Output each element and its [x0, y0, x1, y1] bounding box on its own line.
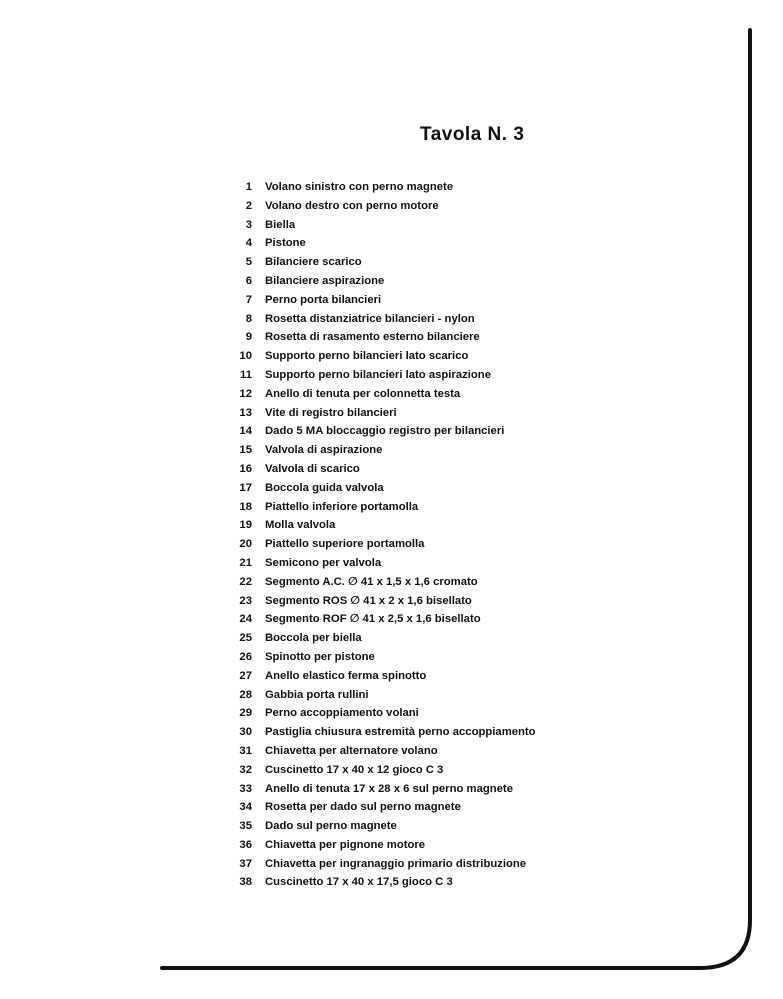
part-number: 31	[239, 744, 252, 757]
list-item	[226, 197, 536, 216]
part-description: Rosetta per dado sul perno magnete	[265, 801, 461, 814]
part-description: Boccola per biella	[265, 632, 362, 645]
part-number: 30	[239, 726, 252, 739]
part-description: Biella	[265, 218, 296, 231]
part-description: Piattello inferiore portamolla	[265, 500, 419, 513]
part-number: 27	[239, 669, 252, 682]
part-description: Rosetta di rasamento esterno bilanciere	[265, 331, 480, 344]
part-number: 29	[239, 707, 252, 720]
part-number: 19	[239, 519, 252, 532]
part-number: 32	[239, 763, 252, 776]
part-description: Rosetta distanziatrice bilancieri - nylon	[265, 312, 475, 325]
list-item	[226, 347, 536, 366]
part-number: 9	[245, 331, 252, 344]
part-number: 11	[240, 368, 252, 381]
part-number: 38	[239, 876, 252, 889]
list-item	[226, 366, 536, 385]
part-number: 13	[239, 406, 252, 419]
part-description: Bilanciere scarico	[265, 256, 362, 269]
list-item	[226, 291, 536, 310]
list-item	[226, 516, 536, 535]
part-number: 28	[239, 688, 252, 701]
part-number: 8	[245, 312, 252, 325]
part-description: Pastiglia chiusura estremità perno accoppiamento	[265, 726, 536, 739]
part-number: 26	[239, 650, 252, 663]
list-item	[226, 554, 536, 573]
part-number: 24	[239, 613, 252, 626]
part-number: 7	[245, 293, 252, 306]
list-item	[226, 535, 536, 554]
list-item	[226, 272, 536, 291]
part-number: 2	[245, 199, 252, 212]
part-number: 12	[239, 387, 252, 400]
list-item	[226, 817, 536, 836]
part-description: Vite di registro bilancieri	[265, 406, 397, 419]
list-item	[226, 648, 536, 667]
part-number: 36	[239, 838, 252, 851]
part-number: 10	[239, 350, 252, 363]
part-number: 35	[239, 820, 252, 833]
page-title: Tavola N. 3	[420, 124, 525, 145]
part-description: Pistone	[265, 237, 306, 250]
part-number: 33	[239, 782, 252, 795]
part-number: 4	[245, 237, 252, 250]
part-description: Perno accoppiamento volani	[265, 707, 419, 720]
part-description: Anello di tenuta 17 x 28 x 6 sul perno magnete	[265, 782, 513, 795]
list-item	[226, 460, 536, 479]
list-item	[226, 234, 536, 253]
list-item	[226, 573, 536, 592]
part-description: Perno porta bilancieri	[265, 293, 382, 306]
part-description: Anello elastico ferma spinotto	[265, 669, 427, 682]
parts-list	[226, 178, 536, 892]
part-description: Chiavetta per pignone motore	[265, 838, 426, 851]
list-item	[226, 686, 536, 705]
list-item	[226, 498, 536, 517]
list-item	[226, 742, 536, 761]
part-description: Piattello superiore portamolla	[265, 538, 425, 551]
part-description: Valvola di scarico	[265, 462, 360, 475]
part-number: 15	[239, 444, 252, 457]
list-item	[226, 310, 536, 329]
list-item	[226, 216, 536, 235]
list-item	[226, 404, 536, 423]
part-number: 34	[239, 801, 252, 814]
part-description: Segmento A.C. ∅ 41 x 1,5 x 1,6 cromato	[265, 575, 478, 588]
part-description: Segmento ROF ∅ 41 x 2,5 x 1,6 bisellato	[265, 613, 481, 626]
list-item	[226, 780, 536, 799]
part-description: Bilanciere aspirazione	[265, 274, 385, 287]
part-description: Semicono per valvola	[265, 556, 382, 569]
list-item	[226, 798, 536, 817]
part-number: 5	[245, 256, 252, 269]
list-item	[226, 479, 536, 498]
part-description: Cuscinetto 17 x 40 x 12 gioco C 3	[265, 763, 444, 776]
list-item	[226, 328, 536, 347]
part-description: Volano destro con perno motore	[265, 199, 439, 212]
part-description: Supporto perno bilancieri lato aspirazione	[265, 368, 491, 381]
list-item	[226, 610, 536, 629]
list-item	[226, 836, 536, 855]
list-item	[226, 178, 536, 197]
part-description: Chiavetta per alternatore volano	[265, 744, 438, 757]
part-description: Segmento ROS ∅ 41 x 2 x 1,6 bisellato	[265, 594, 472, 607]
part-number: 6	[245, 274, 252, 287]
part-description: Spinotto per pistone	[265, 650, 375, 663]
part-description: Molla valvola	[265, 519, 336, 532]
part-number: 23	[239, 594, 252, 607]
part-number: 20	[239, 538, 252, 551]
list-item	[226, 704, 536, 723]
list-item	[226, 855, 536, 874]
part-number: 14	[239, 425, 252, 438]
part-number: 3	[245, 218, 252, 231]
list-item	[226, 761, 536, 780]
part-description: Valvola di aspirazione	[265, 444, 383, 457]
part-number: 16	[239, 462, 252, 475]
part-description: Boccola guida valvola	[265, 481, 384, 494]
part-description: Cuscinetto 17 x 40 x 17,5 gioco C 3	[265, 876, 453, 889]
list-item	[226, 873, 536, 892]
list-item	[226, 422, 536, 441]
part-number: 21	[239, 556, 252, 569]
part-description: Supporto perno bilancieri lato scarico	[265, 350, 469, 363]
part-description: Anello di tenuta per colonnetta testa	[265, 387, 461, 400]
part-number: 1	[245, 181, 252, 193]
list-item	[226, 253, 536, 272]
list-item	[226, 723, 536, 742]
part-description: Dado sul perno magnete	[265, 820, 397, 833]
part-number: 17	[239, 481, 252, 494]
list-item	[226, 385, 536, 404]
part-description: Dado 5 MA bloccaggio registro per bilancieri	[265, 425, 505, 438]
list-item	[226, 667, 536, 686]
list-item	[226, 441, 536, 460]
list-item	[226, 629, 536, 648]
part-description: Chiavetta per ingranaggio primario distribuzione	[265, 857, 527, 870]
part-number: 25	[239, 632, 252, 645]
list-item	[226, 592, 536, 611]
part-number: 37	[239, 857, 252, 870]
part-description: Volano sinistro con perno magnete	[265, 181, 454, 193]
part-number: 22	[239, 575, 252, 588]
part-number: 18	[239, 500, 252, 513]
part-description: Gabbia porta rullini	[265, 688, 369, 701]
